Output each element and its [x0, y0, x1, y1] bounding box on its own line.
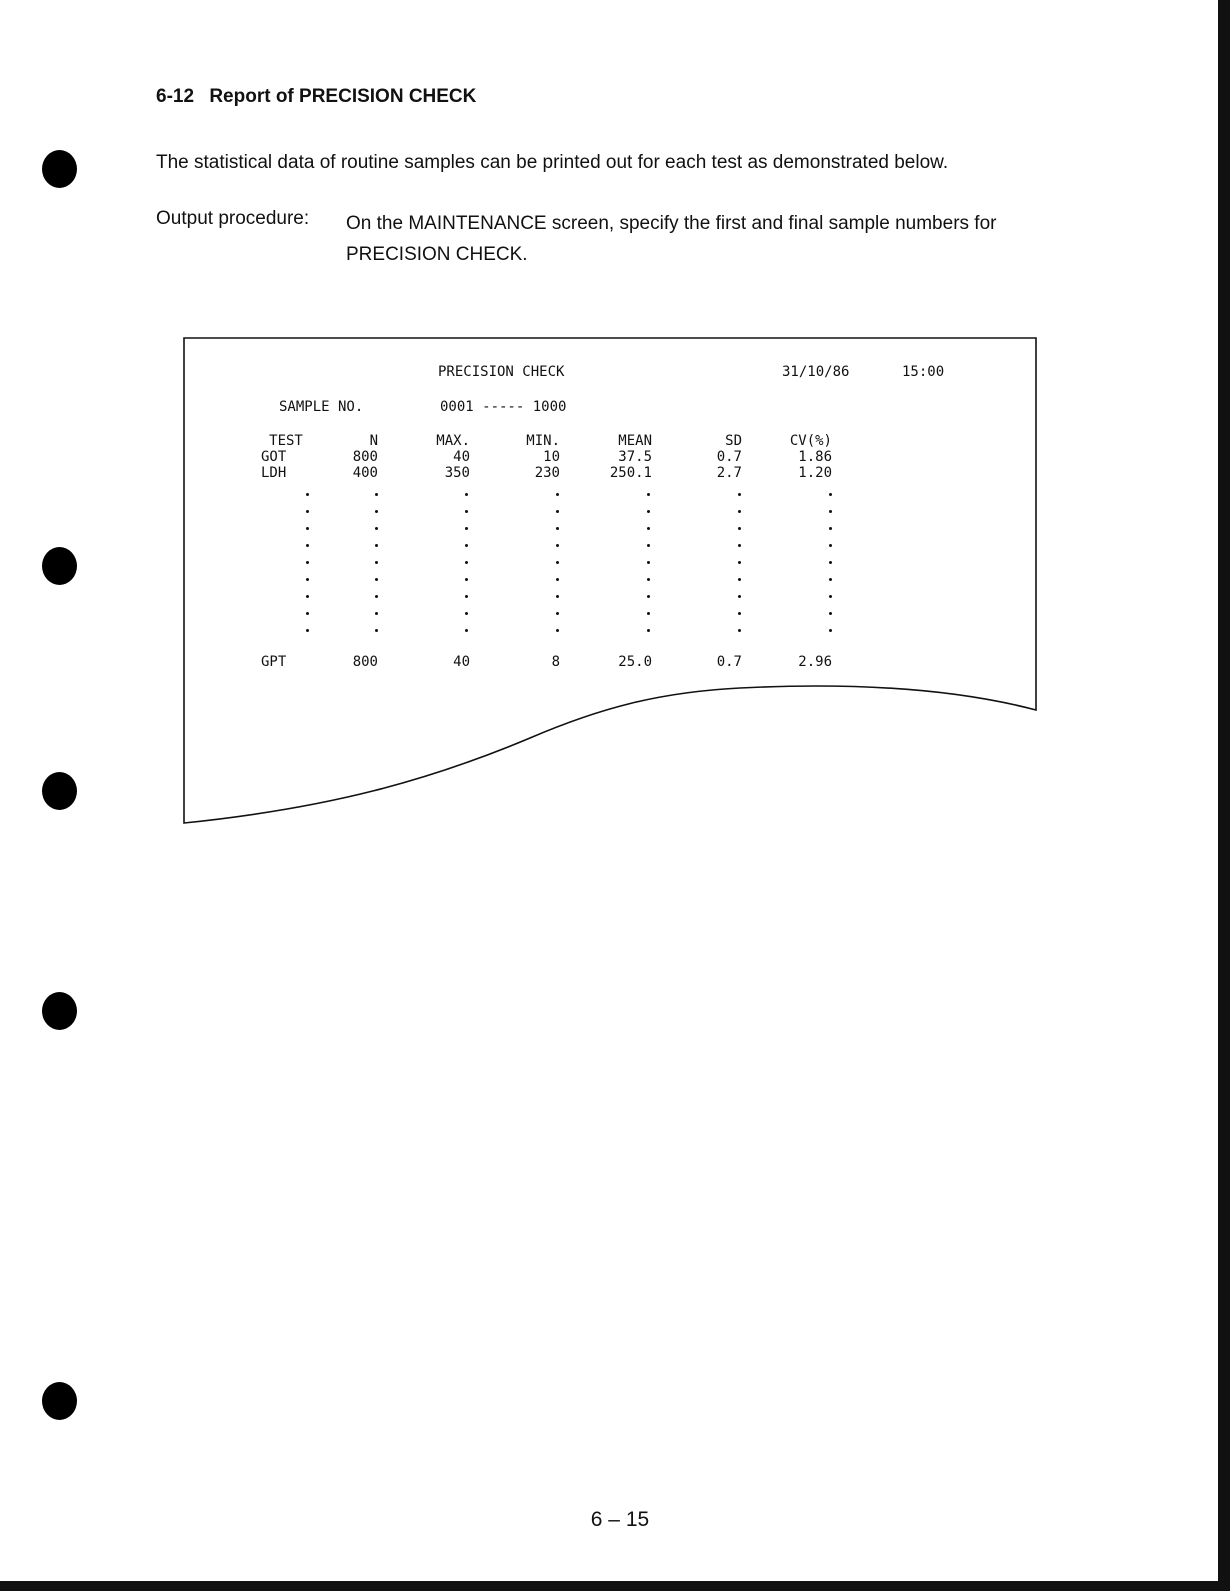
ellipsis-dot	[375, 629, 378, 632]
table-cell-cv: 2.96	[798, 654, 832, 670]
ellipsis-dot	[647, 595, 650, 598]
ellipsis-dot	[306, 561, 309, 564]
ellipsis-dot	[465, 561, 468, 564]
ellipsis-dot	[829, 493, 832, 496]
header-min: MIN.	[526, 433, 560, 449]
table-cell-sd: 0.7	[716, 654, 742, 670]
ellipsis-dot	[375, 612, 378, 615]
table-cell-n: 800	[352, 654, 378, 670]
ellipsis-dot	[738, 544, 741, 547]
page-number: 6 – 15	[590, 1508, 650, 1531]
ellipsis-dot	[465, 510, 468, 513]
ellipsis-dot	[829, 578, 832, 581]
ellipsis-dot	[465, 612, 468, 615]
table-row-test: LDH	[261, 465, 287, 481]
header-sd: SD	[725, 433, 742, 449]
ellipsis-dot	[829, 629, 832, 632]
header-n: N	[369, 433, 378, 449]
ellipsis-dot	[829, 544, 832, 547]
table-cell-mean: 250.1	[609, 465, 652, 481]
ellipsis-dot	[647, 493, 650, 496]
table-cell-max: 40	[453, 654, 470, 670]
ellipsis-dot	[375, 510, 378, 513]
ellipsis-dot	[465, 493, 468, 496]
table-cell-min: 230	[534, 465, 560, 481]
ellipsis-dot	[647, 612, 650, 615]
ellipsis-dot	[306, 544, 309, 547]
ellipsis-dot	[375, 595, 378, 598]
ellipsis-dot	[306, 629, 309, 632]
ellipsis-dot	[556, 578, 559, 581]
ellipsis-dot	[465, 629, 468, 632]
sample-number-range: 0001 ----- 1000	[440, 399, 567, 415]
procedure-text: On the MAINTENANCE screen, specify the first and final sample numbers for PRECISION CHECK.	[346, 213, 997, 265]
ellipsis-dot	[738, 595, 741, 598]
ellipsis-dot	[556, 510, 559, 513]
ellipsis-dot	[556, 561, 559, 564]
printout-time: 15:00	[902, 364, 945, 380]
ellipsis-dot	[556, 595, 559, 598]
ellipsis-dot	[306, 493, 309, 496]
table-cell-max: 350	[444, 465, 470, 481]
intro-paragraph: The statistical data of routine samples can be printed out for each test as demonstrated below.	[156, 152, 949, 173]
ellipsis-dot	[556, 544, 559, 547]
ellipsis-dot	[647, 527, 650, 530]
sample-number-label: SAMPLE NO.	[279, 399, 364, 415]
ellipsis-dot	[375, 544, 378, 547]
ellipsis-dot	[738, 561, 741, 564]
ellipsis-dot	[738, 493, 741, 496]
ellipsis-dot	[829, 612, 832, 615]
table-cell-n: 400	[352, 465, 378, 481]
table-cell-mean: 25.0	[618, 654, 652, 670]
ellipsis-dot	[829, 561, 832, 564]
ellipsis-dot	[465, 595, 468, 598]
ellipsis-dot	[556, 493, 559, 496]
ellipsis-dot	[738, 629, 741, 632]
table-cell-cv: 1.86	[798, 449, 832, 465]
table-cell-sd: 0.7	[716, 449, 742, 465]
table-cell-max: 40	[453, 449, 470, 465]
ellipsis-dot	[465, 578, 468, 581]
ellipsis-dot	[556, 629, 559, 632]
printout-date: 31/10/86	[782, 364, 850, 380]
ellipsis-dot	[556, 527, 559, 530]
ellipsis-dot	[738, 510, 741, 513]
ellipsis-dot	[647, 578, 650, 581]
procedure-label: Output procedure:	[156, 208, 310, 229]
table-cell-cv: 1.20	[798, 465, 832, 481]
table-cell-sd: 2.7	[716, 465, 742, 481]
table-row-test: GPT	[261, 654, 287, 670]
header-max: MAX.	[436, 433, 470, 449]
ellipsis-dot	[375, 578, 378, 581]
table-cell-n: 800	[352, 449, 378, 465]
ellipsis-dot	[375, 527, 378, 530]
ellipsis-dot	[829, 510, 832, 513]
table-cell-min: 10	[543, 449, 560, 465]
ellipsis-dot	[738, 612, 741, 615]
ellipsis-dot	[647, 510, 650, 513]
ellipsis-dot	[829, 527, 832, 530]
section-number: 6-12	[156, 86, 195, 107]
ellipsis-dot	[738, 527, 741, 530]
table-cell-min: 8	[551, 654, 560, 670]
ellipsis-dot	[306, 578, 309, 581]
ellipsis-dot	[375, 561, 378, 564]
header-test: TEST	[269, 433, 303, 449]
table-cell-mean: 37.5	[618, 449, 652, 465]
ellipsis-dot	[647, 561, 650, 564]
ellipsis-dot	[306, 510, 309, 513]
ellipsis-dot	[465, 527, 468, 530]
header-mean: MEAN	[618, 433, 652, 449]
ellipsis-dot	[306, 527, 309, 530]
ellipsis-dot	[375, 493, 378, 496]
ellipsis-dot	[465, 544, 468, 547]
ellipsis-dot	[556, 612, 559, 615]
ellipsis-dot	[647, 629, 650, 632]
ellipsis-dot	[647, 544, 650, 547]
section-title-text: Report of PRECISION CHECK	[209, 86, 477, 107]
ellipsis-dot	[738, 578, 741, 581]
ellipsis-dot	[306, 595, 309, 598]
printout-title: PRECISION CHECK	[438, 364, 565, 380]
table-row-test: GOT	[261, 449, 287, 465]
ellipsis-dot	[306, 612, 309, 615]
header-cv: CV(%)	[789, 433, 832, 449]
ellipsis-dot	[829, 595, 832, 598]
